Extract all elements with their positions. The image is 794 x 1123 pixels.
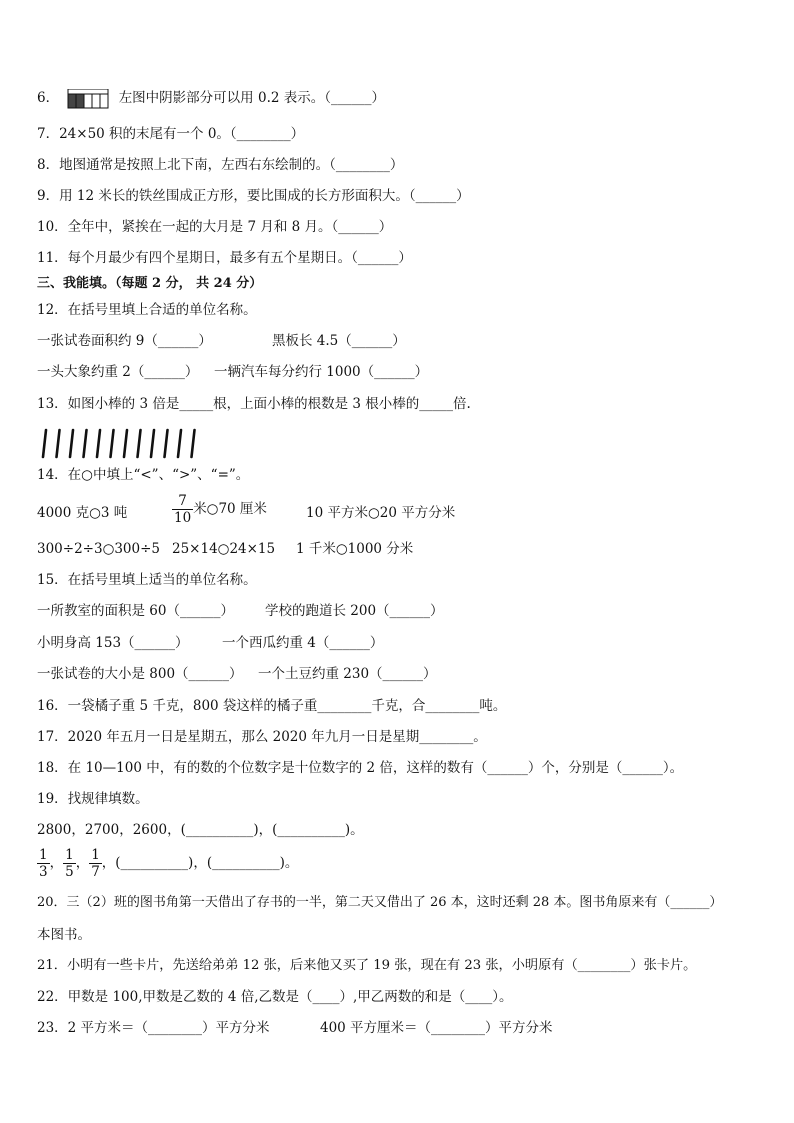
question-8: 8．地图通常是按照上北下南，左西右东绘制的。（________） <box>37 157 404 173</box>
stick <box>111 430 114 457</box>
stick <box>151 430 154 457</box>
question-11: 11．每个月最少有四个星期日，最多有五个星期日。（______） <box>37 250 412 266</box>
question-21: 21．小明有一些卡片，先送给弟弟 12 张，后来他又买了 19 张，现在有 23 张，小明原有（________）张卡片。 <box>37 958 697 973</box>
question-20-line-2: 本图书。 <box>37 927 91 943</box>
question-19-stem: 19．找规律填数。 <box>37 791 149 807</box>
question-14-item-e: 25×14○24×15 <box>172 541 276 557</box>
fraction-7-10 <box>172 493 193 526</box>
stick <box>57 430 60 457</box>
question-14-item-a: 4000 克○3 吨 <box>37 505 128 521</box>
question-15-item-a: 一所教室的面积是 60（______） <box>37 603 234 619</box>
fraction-1-7 <box>89 847 102 880</box>
question-19-sequence-1: 2800，2700，2600，(__________)，(__________)。 <box>37 822 364 838</box>
stick <box>165 430 168 457</box>
stick <box>124 430 127 457</box>
question-16: 16．一袋橘子重 5 千克，800 袋这样的橘子重________千克，合________吨。 <box>37 698 507 714</box>
question-7: 7．24×50 积的末尾有一个 0。（________） <box>37 126 305 142</box>
question-14-item-b-text: 米○70 厘米 <box>193 501 267 517</box>
question-22: 22．甲数是 100,甲数是乙数的 4 倍,乙数是（____）,甲乙两数的和是（____）。 <box>37 989 513 1005</box>
question-10: 10．全年中，紧挨在一起的大月是 7 月和 8 月。（______） <box>37 219 393 235</box>
question-12-item-d: 一辆汽车每分约行 1000（______） <box>214 364 429 380</box>
fraction-numerator: 1 <box>39 847 48 863</box>
question-6 <box>37 88 385 109</box>
separator: ， <box>75 855 90 871</box>
fraction-denominator: 3 <box>39 864 48 880</box>
fraction-denominator: 7 <box>91 864 100 880</box>
question-19-sequence-2-rest: ，(__________)，(__________)。 <box>101 855 299 871</box>
question-23-item-a: 23．2 平方米＝（________）平方分米 <box>37 1020 270 1036</box>
question-17: 17．2020 年五月一日是星期五，那么 2020 年九月一日是星期________。 <box>37 729 487 745</box>
stick <box>138 430 141 457</box>
fraction-denominator: 5 <box>65 864 74 880</box>
section-3-heading: 三、我能填。（每题 2 分， 共 24 分） <box>37 276 263 291</box>
stick <box>43 430 46 457</box>
question-9: 9．用 12 米长的铁丝围成正方形，要比围成的长方形面积大。（______） <box>37 188 470 204</box>
separator: ， <box>49 855 64 871</box>
stick <box>70 430 73 457</box>
stick <box>84 430 87 457</box>
fraction-numerator: 1 <box>91 847 100 863</box>
shaded-grid-figure <box>67 89 111 109</box>
question-23-item-b: 400 平方厘米＝（________）平方分米 <box>320 1020 553 1036</box>
fraction-numerator: 7 <box>178 493 187 509</box>
stick <box>97 430 100 457</box>
question-12-stem: 12．在括号里填上合适的单位名称。 <box>37 302 257 318</box>
question-14-stem: 14．在○中填上“<”、“>”、“=”。 <box>37 467 250 483</box>
question-14-item-f: 1 千米○1000 分米 <box>296 541 414 557</box>
question-6-number: 6． <box>37 90 60 106</box>
question-15-item-b: 学校的跑道长 200（______） <box>265 603 444 619</box>
stick <box>178 430 181 457</box>
question-14-item-b <box>172 493 267 526</box>
question-18: 18．在 10—100 中，有的数的个位数字是十位数字的 2 倍，这样的数有（______）个，分别是（______）。 <box>37 760 684 776</box>
fraction-numerator: 1 <box>65 847 74 863</box>
fraction-1-3 <box>37 847 50 880</box>
question-12-item-a: 一张试卷面积约 9（______） <box>37 333 212 349</box>
question-12-item-c: 一头大象约重 2（______） <box>37 364 199 380</box>
sticks-figure <box>37 428 207 460</box>
question-14-item-d: 300÷2÷3○300÷5 <box>37 541 161 557</box>
question-12-item-b: 黑板长 4.5（______） <box>272 333 406 349</box>
question-15-item-c: 小明身高 153（______） <box>37 635 189 651</box>
fraction-1-5 <box>63 847 76 880</box>
question-6-text: 左图中阴影部分可以用 0.2 表示。（______） <box>118 90 385 106</box>
question-15-item-d: 一个西瓜约重 4（______） <box>222 635 384 651</box>
question-15-stem: 15．在括号里填上适当的单位名称。 <box>37 572 257 588</box>
question-15-item-f: 一个土豆约重 230（______） <box>258 666 437 682</box>
question-13: 13．如图小棒的 3 倍是_____根，上面小棒的根数是 3 根小棒的_____倍. <box>37 396 471 412</box>
fraction-denominator: 10 <box>174 510 192 526</box>
question-15-item-e: 一张试卷的大小是 800（______） <box>37 666 243 682</box>
question-14-item-c: 10 平方米○20 平方分米 <box>306 505 456 521</box>
question-20-line-1: 20．三（2）班的图书角第一天借出了存书的一半，第二天又借出了 26 本，这时还剩 28 本。图书角原来有（______） <box>37 895 723 910</box>
question-19-sequence-2 <box>37 847 298 880</box>
stick <box>192 430 195 457</box>
